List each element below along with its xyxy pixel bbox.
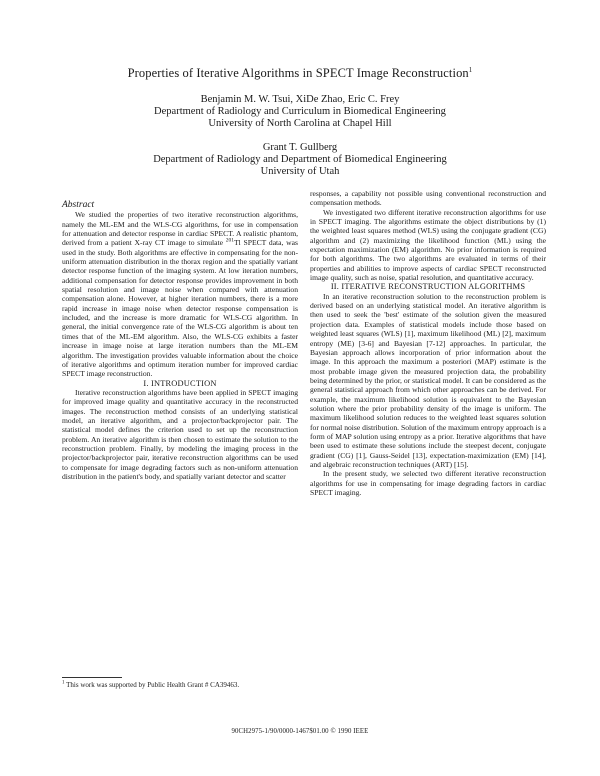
right-column xyxy=(310,189,546,497)
intro-paragraph-2: We investigated two different iterative reconstruction algorithms for use in SPECT imaging. The algorithms estimate the object distributions by (1) the weighted least squares method (WLS) using the conjugate gradient (CG) algorithm and (2) maximizing the likelihood function (ML) using the expectation maximization (EM) algorithm. No prior information is required for both algorithms. The two algorithms are evaluated in terms of their properties and abilities to improve aspects of cardiac SPECT reconstructed image quality, such as noise, spatial resolution, and quantitative accuracy. xyxy=(310,207,546,283)
abstract-heading: Abstract xyxy=(62,200,95,210)
publication-id: 90CH2975-1/90/0000-1467$01.00 © 1990 IEEE xyxy=(231,728,369,735)
author-university: University of North Carolina at Chapel Hill xyxy=(208,118,392,129)
title-text: Properties of Iterative Algorithms in SPECT Image Reconstruction xyxy=(127,66,469,80)
isotope-superscript: 201 xyxy=(225,237,234,244)
author-department: Department of Radiology and Curriculum in Biomedical Engineering xyxy=(154,106,446,117)
author-department: Department of Radiology and Department of Biomedical Engineering xyxy=(153,154,447,165)
author-names: Benjamin M. W. Tsui, XiDe Zhao, Eric C. Frey xyxy=(200,94,400,105)
title-footnote-marker: 1 xyxy=(468,65,473,74)
algorithms-paragraph-2: In the present study, we selected two different iterative reconstruction algorithms for use in compensating for image degrading factors in cardiac SPECT imaging. xyxy=(310,469,546,497)
footnote-text: This work was supported by Public Health Grant # CA39463. xyxy=(66,681,240,689)
intro-paragraph-1-continued: responses, a capability not possible using conventional reconstruction and compensation methods. xyxy=(310,189,546,208)
author-names: Grant T. Gullberg xyxy=(262,142,338,153)
footnote xyxy=(62,681,298,689)
author-block-unc xyxy=(0,94,600,130)
intro-paragraph-1: Iterative reconstruction algorithms have been applied in SPECT imaging for improved image quality and quantitative accuracy in the reconstructed images. The reconstruction method consists of an underlying statistical model, an iterative algorithm, and a projector/backprojector pair. The statistical model defines the criterion used to set up the reconstruction problem. An iterative algorithm is then chosen to estimate the solution to the reconstruction problem. Finally, by modeling the imaging process in the projector/backprojector pair, iterative reconstruction algorithms can be used to compensate for image degrading factors such as non-uniform attenuation distribution in the patient's body, and spatially variant detector and scatter xyxy=(62,387,298,481)
abstract-text-a: We studied the properties of two iterative reconstruction algorithms, namely the ML-EM and the WLS-CG algorithms, for use in compensation for attenuation and detector response in cardiac SPECT. A realistic phantom, derived from a patient X-ray CT image to simulate xyxy=(62,210,298,248)
left-column xyxy=(62,201,298,481)
paper-title xyxy=(0,66,600,81)
section-heading-introduction: I. INTRODUCTION xyxy=(143,378,217,388)
footnote-rule xyxy=(62,677,122,678)
algorithms-paragraph-1: In an iterative reconstruction solution to the reconstruction problem is derived based on an underlying statistical model. An iterative algorithm is then used to seek the 'best' estimate of the solution given the measured projection data. Examples of statistical models include those based on weighted least squares (WLS) [1], maximum likelihood (ML) [2], maximum entropy (ME) [3-6] and Bayesian [7-12] approaches. In particular, the Bayesian approach allows incorporation of prior information about the image. In this approach the maximum a posteriori (MAP) estimate is the most probable image given the measured projection data, the probability being determined by the prior, or statistical model. It can be considered as the general statistical approach from which other approaches can be derived. For example, the maximum likelihood solution is equivalent to the Bayesian solution where the prior probability density of the image is uniform. The maximum likelihood solution reduces to the weighted least squares solution for normal noise distribution. Solution of the maximum entropy approach is a form of MAP solution using entropy as a prior. Iterative algorithms that have been used to estimate these solutions include the steepest decent, conjugate gradient (CG) [1], Gauss-Seidel [13], expectation-maximization (EM) [14], and algebraic reconstruction techniques (ART) [15]. xyxy=(310,291,546,469)
abstract-text-b: Tl SPECT data, was used in the study. Both algorithms are effective in compensating for the non-uniform attenuation distribution in the thorax region and the spatially variant detector response function of the imaging system. At low iteration numbers, additional compensation for detector response provides improvement in both spatial resolution and image noise when compared with attenuation compensation alone. However, at higher iteration numbers, there is a more rapid increase in image noise when detector response compensation is included, and the increase is more dramatic for WLS-CG algorithm. In general, the initial convergence rate of the WLS-CG algorithm is about ten times that of the ML-EM algorithm. Also, the WLS-CG exhibits a faster increase in image noise at large iteration numbers than the ML-EM algorithm. The investigation provides valuable information about the choice of iterative algorithms and optimum iteration number for improved cardiac SPECT image reconstruction. xyxy=(62,238,298,379)
footnote-marker: 1 xyxy=(62,680,65,686)
section-heading-algorithms: II. ITERATIVE RECONSTRUCTION ALGORITHMS xyxy=(330,282,526,292)
author-university: University of Utah xyxy=(260,166,340,177)
author-block-utah xyxy=(0,142,600,178)
abstract-paragraph xyxy=(62,210,298,378)
